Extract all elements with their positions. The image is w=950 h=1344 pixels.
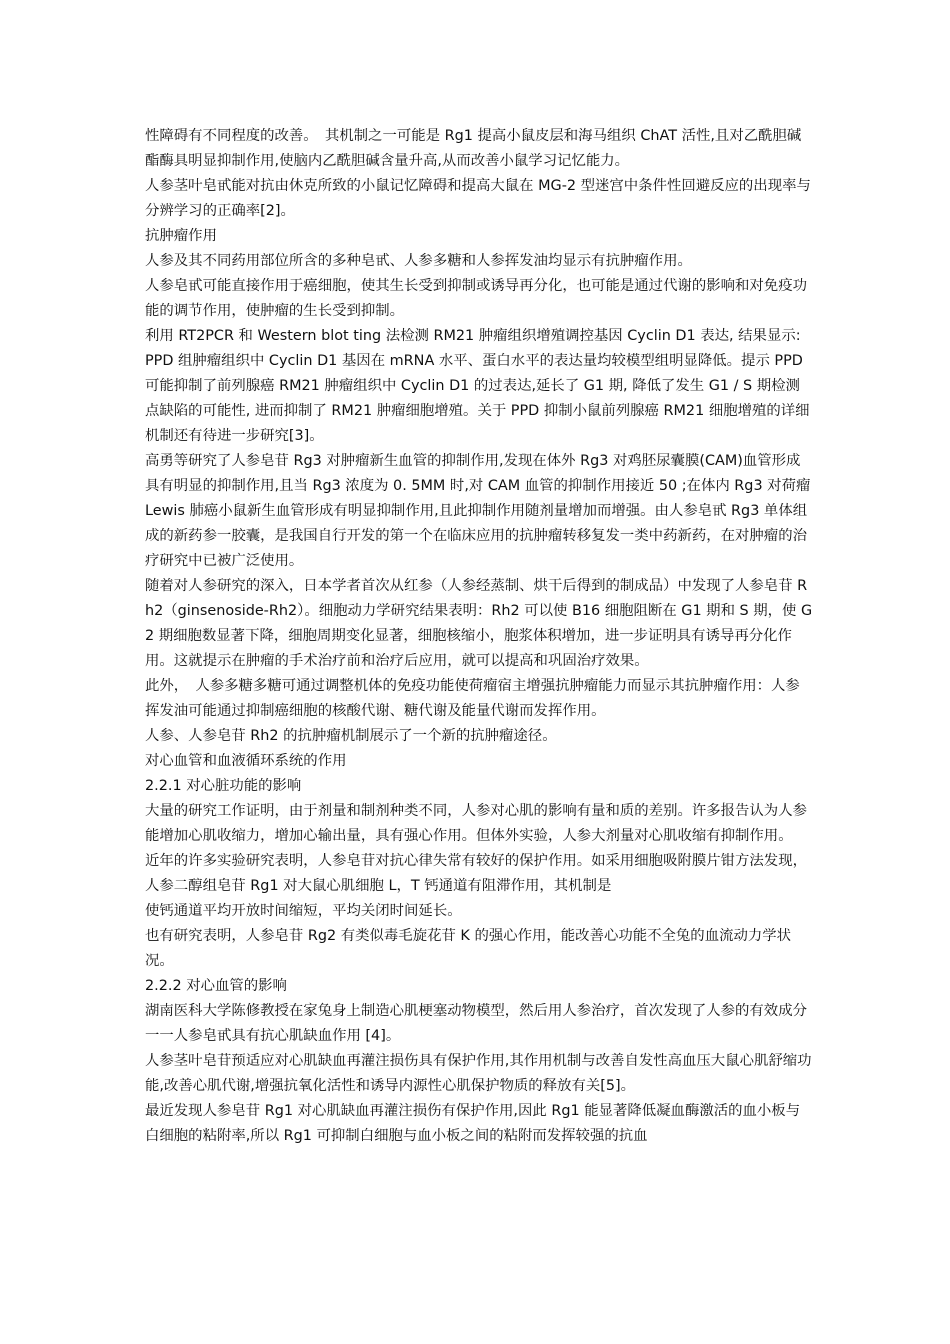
paragraph-myocardial-ischemia: 湖南医科大学陈修教授在家兔身上制造心肌梗塞动物模型，然后用人参治疗，首次发现了人参的有效成分一一人参皂甙具有抗心肌缺血作用 [4]。 — [145, 1003, 807, 1044]
paragraph-rh2-discovery: 随着对人参研究的深入，日本学者首次从红参（人参经蒸制、烘干后得到的制成品）中发现了人参皂苷 Rh2（ginsenoside-Rh2）。细胞动力学研究结果表明：Rh2 可以使 B16 细胞阻断在 G1 期和 S 期，使 G2 期细胞数显著下降，细胞周期变化显著，细胞核缩小，胞浆体积增加，进一步证明具有诱导再分化作用。这就提示在肿瘤的手术治疗前和治疗后应用，就可以提高和巩固治疗效果。 — [145, 578, 813, 669]
paragraph-myocardium: 大量的研究工作证明，由于剂量和制剂种类不同，人参对心肌的影响有量和质的差别。许多报告认为人参能增加心肌收缩力，增加心输出量，具有强心作用。但体外实验，人参大剂量对心肌收缩有抑制作用。 — [145, 803, 807, 844]
paragraph-learning-memory: 性障碍有不同程度的改善。 其机制之一可能是 Rg1 提高小鼠皮层和海马组织 ChAT 活性,且对乙酰胆碱酯酶具明显抑制作用,使脑内乙酰胆碱含量升高,从而改善小鼠学习记忆能力。 — [145, 128, 802, 169]
paragraph-rg3-angiogenesis: 高勇等研究了人参皂苷 Rg3 对肿瘤新生血管的抑制作用,发现在体外 Rg3 对鸡胚尿囊膜(CAM)血管形成具有明显的抑制作用,且当 Rg3 浓度为 0. 5MM 时,对 CAM 血管的抑制作用接近 50 ;在体内 Rg3 对荷瘤 Lewis 肺癌小鼠新生血管形成有明显抑制作用,且此抑制作用随剂量增加而增强。由人参皂甙 Rg3 单体组成的新药参一胶囊，是我国自行开发的第一个在临床应用的抗肿瘤转移复发一类中药新药，在对肿瘤的治疗研究中已被广泛使用。 — [145, 453, 811, 569]
paragraph-reperfusion-injury: 人参茎叶皂苷预适应对心肌缺血再灌注损伤具有保护作用,其作用机制与改善自发性高血压大鼠心肌舒缩功能,改善心肌代谢,增强抗氧化活性和诱导内源性心肌保护物质的释放有关[5]。 — [145, 1053, 812, 1094]
subheading-2-2-2: 2.2.2 对心血管的影响 — [145, 978, 287, 994]
paragraph-ppd-cyclin: 利用 RT2PCR 和 Western blot ting 法检测 RM21 肿瘤组织增殖调控基因 Cyclin D1 表达, 结果显示: PPD 组肿瘤组织中 Cyclin D1 基因在 mRNA 水平、蛋白水平的表达量均较模型组明显降低。提示 PPD 可能抑制了前列腺癌 RM21 肿瘤组织中 Cyclin D1 的过表达,延长了 G1 期, 降低了发生 G1 / S 期检测点缺陷的可能性, 进而抑制了 RM21 肿瘤细胞增殖。关于 PPD 抑制小鼠前列腺癌 RM21 细胞增殖的详细机制还有待进一步研究[3]。 — [145, 328, 810, 444]
document-body — [145, 124, 813, 1149]
subheading-2-2-1: 2.2.1 对心脏功能的影响 — [145, 778, 302, 794]
paragraph-stem-leaf-saponin: 人参茎叶皂甙能对抗由休克所致的小鼠记忆障碍和提高大鼠在 MG-2 型迷宫中条件性回避反应的出现率与分辨学习的正确率[2]。 — [145, 178, 811, 219]
paragraph-antitumor-overview: 人参及其不同药用部位所含的多种皂甙、人参多糖和人参挥发油均显示有抗肿瘤作用。 — [145, 253, 692, 269]
paragraph-saponin-mechanism: 人参皂甙可能直接作用于癌细胞，使其生长受到抑制或诱导再分化，也可能是通过代谢的影响和对免疫功能的调节作用，使肿瘤的生长受到抑制。 — [145, 278, 807, 319]
paragraph-rh2-pathway: 人参、人参皂苷 Rh2 的抗肿瘤机制展示了一个新的抗肿瘤途径。 — [145, 728, 557, 744]
paragraph-rg1-platelet: 最近发现人参皂苷 Rg1 对心肌缺血再灌注损伤有保护作用,因此 Rg1 能显著降低凝血酶激活的血小板与白细胞的粘附率,所以 Rg1 可抑制白细胞与血小板之间的粘附而发挥较强的抗血 — [145, 1103, 801, 1144]
paragraph-polysaccharide: 此外， 人参多糖多糖可通过调整机体的免疫功能使荷瘤宿主增强抗肿瘤能力而显示其抗肿瘤作用：人参挥发油可能通过抑制癌细胞的核酸代谢、糖代谢及能量代谢而发挥作用。 — [145, 678, 800, 719]
paragraph-calcium-channel: 使钙通道平均开放时间缩短，平均关闭时间延长。 — [145, 903, 462, 919]
paragraph-arrhythmia: 近年的许多实验研究表明，人参皂苷对抗心律失常有较好的保护作用。如采用细胞吸附膜片钳方法发现，人参二醇组皂苷 Rg1 对大鼠心肌细胞 L，T 钙通道有阻滞作用，其机制是 — [145, 853, 807, 894]
section-heading-antitumor: 抗肿瘤作用 — [145, 228, 217, 244]
section-heading-cardiovascular: 对心血管和血液循环系统的作用 — [145, 753, 347, 769]
paragraph-rg2-cardiotonic: 也有研究表明，人参皂苷 Rg2 有类似毒毛旋花苷 K 的强心作用，能改善心功能不全兔的血流动力学状况。 — [145, 928, 792, 969]
